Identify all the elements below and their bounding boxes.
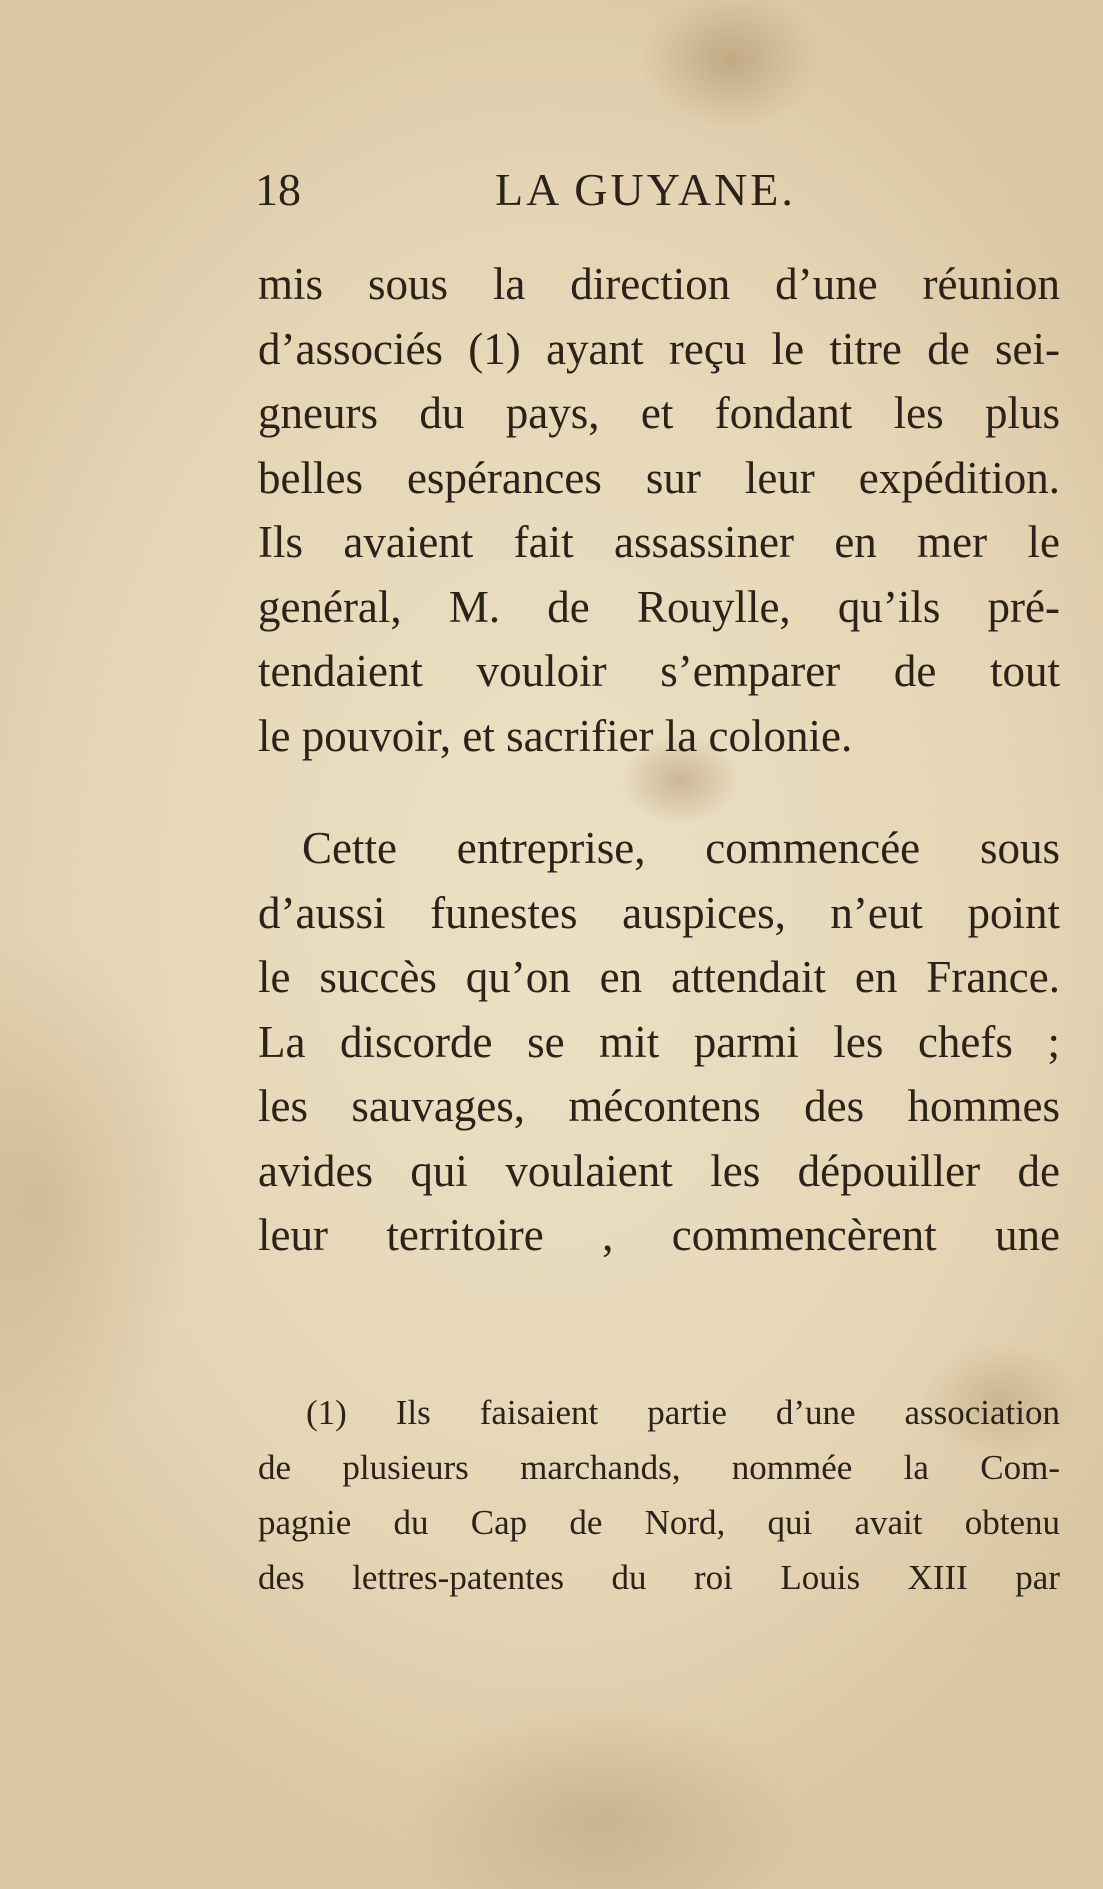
text-line: mis sous la direction d’une réunion (258, 259, 1060, 309)
paragraph-gap (258, 768, 1060, 816)
text-line: La discorde se mit parmi les chefs ; (258, 1016, 1060, 1067)
text-line: d’associés (1) ayant reçu le titre de sei- (258, 323, 1060, 374)
text-line: belles espérances sur leur expédition. (258, 452, 1060, 503)
text-line: les sauvages, mécontens des hommes (258, 1081, 1060, 1131)
paragraph-1 (258, 252, 1060, 768)
paragraph-2 (258, 816, 1060, 1268)
running-title: LA GUYANE. (495, 164, 796, 215)
text-line: Ils avaient fait assassiner en mer le (258, 517, 1060, 567)
footnote-line: de plusieurs marchands, nommée la Com- (258, 1448, 1060, 1487)
text-line: Cette entreprise, commencée sous (302, 823, 1060, 873)
footnote (258, 1385, 1060, 1605)
footnote-line: pagnie du Cap de Nord, qui avait obtenu (258, 1503, 1060, 1542)
body-text (258, 252, 1060, 1268)
text-line: le pouvoir, et sacrifier la colonie. (258, 710, 853, 761)
footnote-line: (1) Ils faisaient partie d’une association (306, 1393, 1060, 1432)
text-line: gneurs du pays, et fondant les plus (258, 388, 1060, 438)
text-line: d’aussi funestes auspices, n’eut point (258, 887, 1060, 938)
text-line: genéral, M. de Rouylle, qu’ils pré- (258, 581, 1060, 632)
page-number: 18 (255, 164, 301, 215)
text-line: leur territoire , commencèrent une (258, 1210, 1060, 1260)
text-line: tendaient vouloir s’emparer de tout (258, 646, 1060, 696)
text-line: le succès qu’on en attendait en France. (258, 952, 1060, 1002)
running-head (255, 160, 815, 220)
footnote-line: des lettres-patentes du roi Louis XIII par (258, 1558, 1060, 1597)
text-line: avides qui voulaient les dépouiller de (258, 1145, 1060, 1196)
